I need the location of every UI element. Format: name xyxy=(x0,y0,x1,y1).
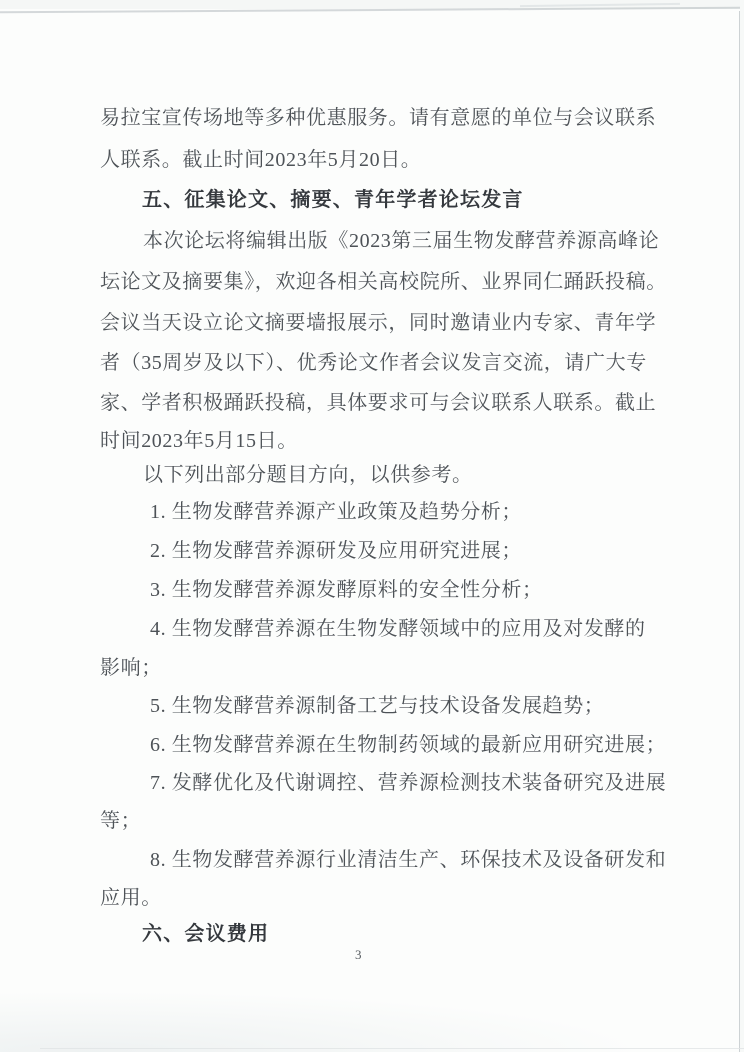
text-line: 等； xyxy=(100,810,142,832)
page-bottom-edge xyxy=(40,1048,744,1049)
page-number: 3 xyxy=(355,947,362,962)
list-item: 8. 生物发酵营养源行业清洁生产、环保技术及设备研发和 xyxy=(150,849,667,871)
text-line: 影响； xyxy=(100,657,162,679)
page-right-edge xyxy=(739,11,740,1052)
text-line: 易拉宝宣传场地等多种优惠服务。请有意愿的单位与会议联系 xyxy=(100,107,657,129)
list-item: 7. 发酵优化及代谢调控、营养源检测技术装备研究及进展 xyxy=(150,772,667,794)
section-heading-five: 五、征集论文、摘要、青年学者论坛发言 xyxy=(142,189,524,211)
text-line: 家、学者积极踊跃投稿，具体要求可与会议联系人联系。截止 xyxy=(100,392,657,414)
list-item: 4. 生物发酵营养源在生物发酵领域中的应用及对发酵的 xyxy=(150,618,646,640)
scan-bottom-shadow xyxy=(0,980,744,1052)
section-heading-six: 六、会议费用 xyxy=(142,923,270,945)
scan-right-strip xyxy=(740,0,744,1052)
text-line: 坛论文及摘要集》，欢迎各相关高校院所、业界同仁踊跃投稿。 xyxy=(100,271,667,293)
list-item: 1. 生物发酵营养源产业政策及趋势分析； xyxy=(150,501,522,523)
text-line: 人联系。截止时间2023年5月20日。 xyxy=(100,149,422,171)
list-item: 6. 生物发酵营养源在生物制药领域的最新应用研究进展； xyxy=(150,734,667,756)
list-item: 5. 生物发酵营养源制备工艺与技术设备发展趋势； xyxy=(150,695,605,717)
text-line: 本次论坛将编辑出版《2023第三届生物发酵营养源高峰论 xyxy=(143,230,660,252)
text-line: 以下列出部分题目方向，以供参考。 xyxy=(143,464,473,486)
text-line: 者（35周岁及以下）、优秀论文作者会议发言交流，请广大专 xyxy=(100,352,647,374)
list-item: 3. 生物发酵营养源发酵原料的安全性分析； xyxy=(150,579,543,601)
text-line: 会议当天设立论文摘要墙报展示，同时邀请业内专家、青年学 xyxy=(100,312,657,334)
list-item: 2. 生物发酵营养源研发及应用研究进展； xyxy=(150,540,522,562)
text-line: 应用。 xyxy=(100,887,162,909)
text-line: 时间2023年5月15日。 xyxy=(100,430,298,452)
